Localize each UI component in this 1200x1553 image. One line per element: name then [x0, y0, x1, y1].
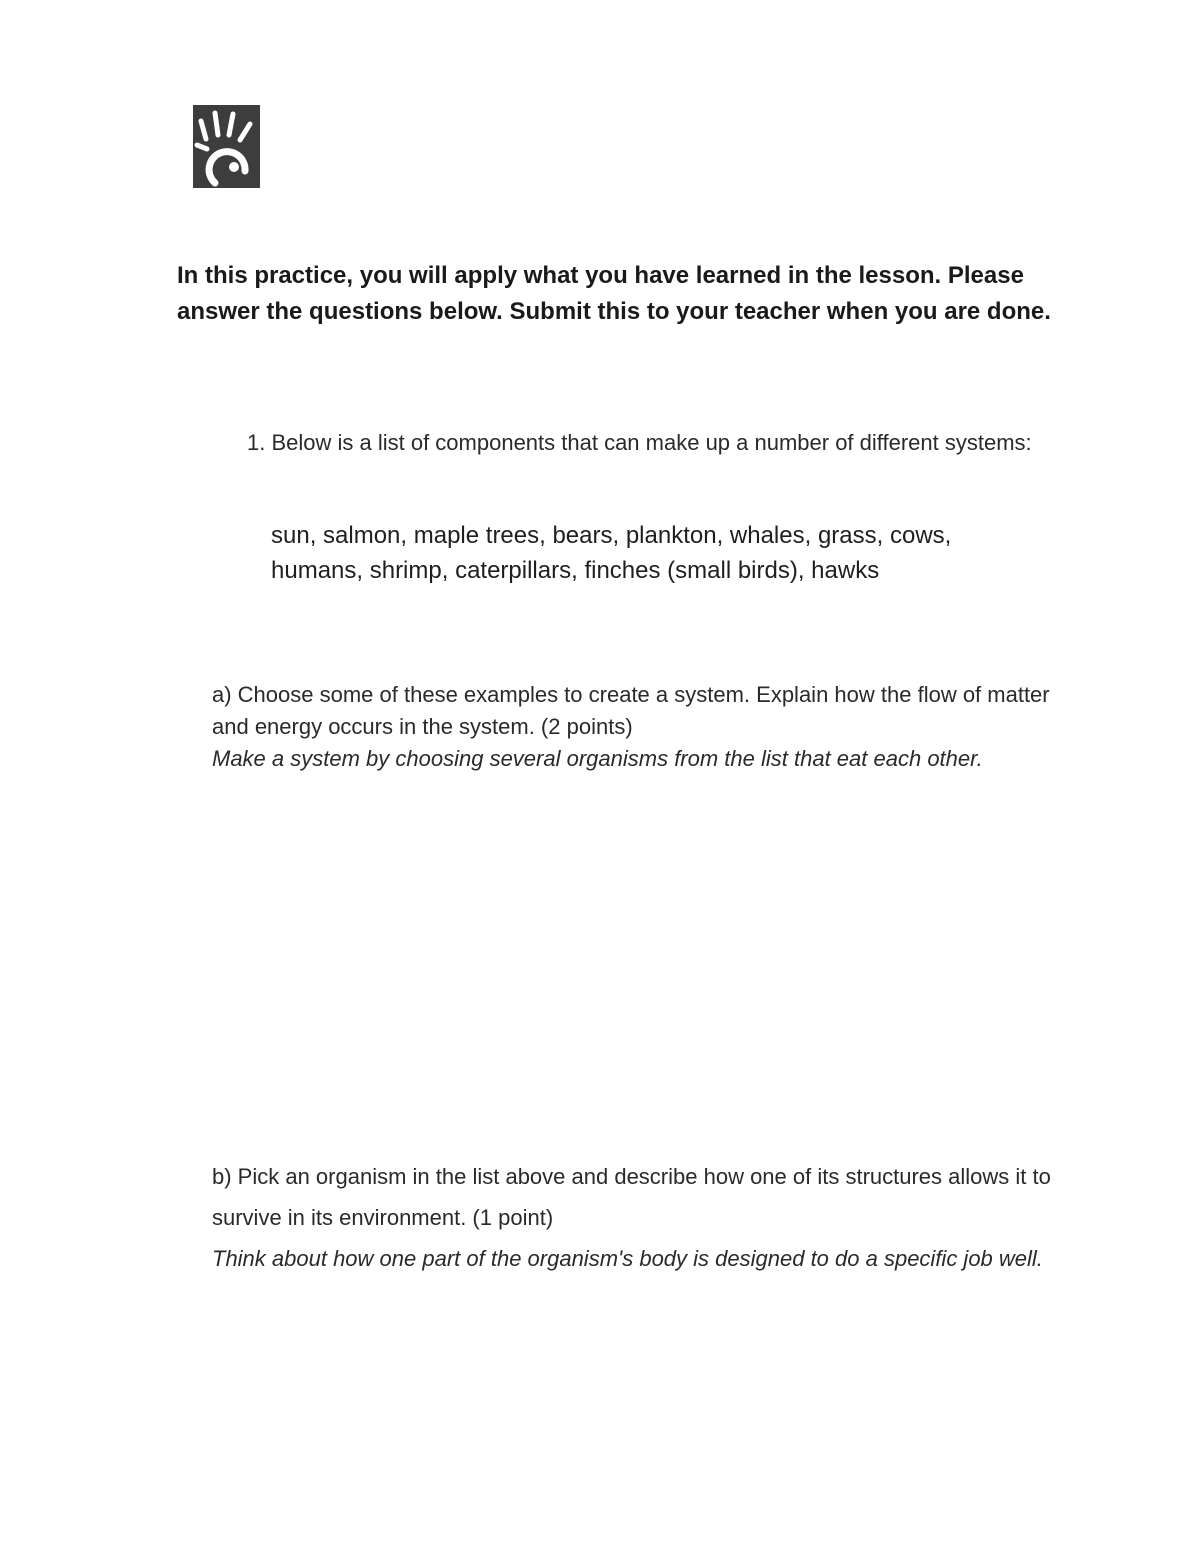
question-b [212, 1156, 1072, 1279]
question-a-prompt: a) Choose some of these examples to create a system. Explain how the flow of matter and energy occurs in the system. (2 points) [212, 682, 1050, 739]
question-a-hint: Make a system by choosing several organisms from the list that eat each other. [212, 746, 983, 771]
question-b-hint: Think about how one part of the organism's body is designed to do a specific job well. [212, 1246, 1043, 1271]
intro-instructions: In this practice, you will apply what you have learned in the lesson. Please answer the questions below. Submit this to your teacher when you are done. [177, 262, 1051, 325]
hand-sunburst-logo-icon [193, 105, 260, 188]
question-1-prompt: 1. Below is a list of components that can make up a number of different systems: [247, 430, 1032, 455]
component-list: sun, salmon, maple trees, bears, plankton, whales, grass, cows, humans, shrimp, caterpillars, finches (small birds), hawks [271, 522, 952, 584]
question-b-prompt: b) Pick an organism in the list above and describe how one of its structures allows it to survive in its environment. (1 point) [212, 1164, 1051, 1230]
question-a [212, 679, 1072, 775]
